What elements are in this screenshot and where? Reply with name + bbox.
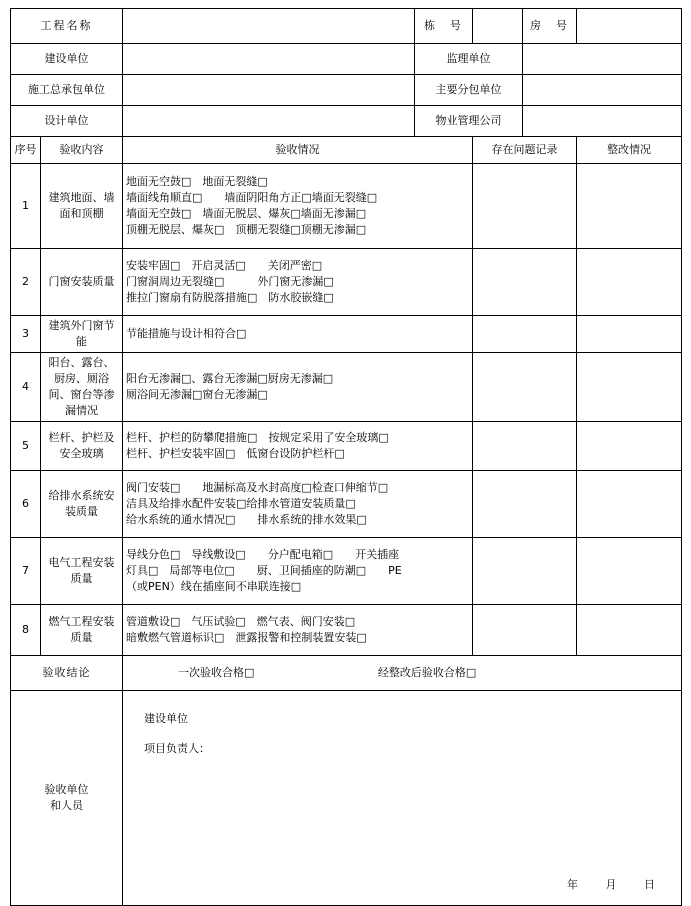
col-header-problem: 存在问题记录 [473,137,577,164]
date-day-label: 日 [644,877,657,891]
detail-line: 灯具□ 局部等电位□ 厨、卫间插座的防潮□ PE [126,563,402,577]
row-rectify-status[interactable] [577,249,682,316]
row-rectify-status[interactable] [577,352,682,421]
detail-line: 阳台无渗漏□、露台无渗漏□厨房无渗漏□ [126,371,334,385]
row-no: 4 [11,352,41,421]
signature-unit-title: 建设单位 [144,711,188,725]
acceptance-unit-label-line1: 验收单位 [44,782,89,796]
property-management-value[interactable] [523,106,682,137]
row-no: 5 [11,421,41,470]
room-no-value[interactable] [577,9,682,44]
row-problem-record[interactable] [473,604,577,655]
table-row [11,352,682,421]
row-no: 6 [11,470,41,537]
building-no-label: 栋 号 [415,9,473,44]
row-item-name: 燃气工程安装质量 [41,604,123,655]
row-no: 3 [11,316,41,353]
detail-line: 管道敷设□ 气压试验□ 燃气表、阀门安装□ [126,614,356,628]
header-row-construction-supervision [11,44,682,75]
col-header-rectify: 整改情况 [577,137,682,164]
detail-line: 门窗洞周边无裂缝□ 外门窗无渗漏□ [126,275,334,289]
col-header-status: 验收情况 [123,137,473,164]
main-subcontractor-value[interactable] [523,75,682,106]
col-header-no: 序号 [11,137,41,164]
row-detail [123,316,473,353]
header-row-design-property [11,106,682,137]
general-contractor-label: 施工总承包单位 [11,75,123,106]
acceptance-unit-label [11,690,123,905]
acceptance-unit-label-line2: 和人员 [50,798,83,812]
room-no-label: 房 号 [523,9,577,44]
detail-line: 暗敷燃气管道标识□ 泄露报警和控制装置安装□ [126,630,367,644]
design-unit-label: 设计单位 [11,106,123,137]
row-problem-record[interactable] [473,316,577,353]
main-subcontractor-label: 主要分包单位 [415,75,523,106]
construction-unit-value[interactable] [123,44,415,75]
row-item-name: 建筑外门窗节能 [41,316,123,353]
detail-line: 导线分色□ 导线敷设□ 分户配电箱□ 开关插座 [126,547,400,561]
row-problem-record[interactable] [473,164,577,249]
construction-unit-label: 建设单位 [11,44,123,75]
signature-responsible-person[interactable]: 项目负责人： [144,741,210,755]
row-item-name: 门窗安装质量 [41,249,123,316]
row-problem-record[interactable] [473,470,577,537]
signature-date-line [545,877,656,893]
table-row [11,421,682,470]
row-detail [123,604,473,655]
supervision-unit-label: 监理单位 [415,44,523,75]
table-row [11,537,682,604]
detail-line: 顶棚无脱层、爆灰□ 顶棚无裂缝□顶棚无渗漏□ [126,222,367,236]
conclusion-options [123,655,682,690]
signature-area[interactable] [123,690,682,905]
row-item-name: 给排水系统安装质量 [41,470,123,537]
table-row [11,604,682,655]
detail-line: 阀门安装□ 地漏标高及水封高度□检查口伸缩节□ [126,480,389,494]
col-header-item: 验收内容 [41,137,123,164]
project-name-label: 工程名称 [11,9,123,44]
row-detail [123,249,473,316]
row-problem-record[interactable] [473,421,577,470]
row-item-name: 栏杆、护栏及安全玻璃 [41,421,123,470]
row-detail [123,421,473,470]
design-unit-value[interactable] [123,106,415,137]
detail-line: 节能措施与设计相符合□ [126,326,247,340]
table-row [11,470,682,537]
detail-line: 墙面线角顺直□ 墙面阴阳角方正□墙面无裂缝□ [126,191,378,205]
conclusion-row [11,655,682,690]
row-rectify-status[interactable] [577,537,682,604]
project-name-value[interactable] [123,9,415,44]
header-row-project [11,9,682,44]
detail-line: 栏杆、护栏安装牢固□ 低窗台设防护栏杆□ [126,446,345,460]
detail-line: （或PEN）线在插座间不串联连接□ [126,579,302,593]
row-detail [123,470,473,537]
general-contractor-value[interactable] [123,75,415,106]
row-problem-record[interactable] [473,249,577,316]
date-year-label: 年 [567,877,580,891]
row-detail [123,537,473,604]
row-detail [123,164,473,249]
conclusion-option-pass[interactable]: 一次验收合格□ [178,665,255,679]
detail-line: 栏杆、护栏的防攀爬措施□ 按规定采用了安全玻璃□ [126,430,389,444]
header-row-contractor-subcontractor [11,75,682,106]
conclusion-label: 验收结论 [11,655,123,690]
table-row [11,164,682,249]
row-no: 7 [11,537,41,604]
row-item-name: 电气工程安装质量 [41,537,123,604]
conclusion-option-rectified-pass[interactable]: 经整改后验收合格□ [377,665,477,679]
row-detail [123,352,473,421]
detail-line: 地面无空鼓□ 地面无裂缝□ [126,175,268,189]
acceptance-form-table [10,8,682,906]
row-no: 1 [11,164,41,249]
detail-line: 推拉门窗扇有防脱落措施□ 防水胶嵌缝□ [126,290,334,304]
detail-line: 安装牢固□ 开启灵活□ 关闭严密□ [126,259,323,273]
row-rectify-status[interactable] [577,604,682,655]
row-rectify-status[interactable] [577,316,682,353]
date-month-label: 月 [605,877,618,891]
row-rectify-status[interactable] [577,421,682,470]
row-no: 2 [11,249,41,316]
supervision-unit-value[interactable] [523,44,682,75]
detail-line: 墙面无空鼓□ 墙面无脱层、爆灰□墙面无渗漏□ [126,207,367,220]
row-rectify-status[interactable] [577,470,682,537]
signature-inner [126,693,678,903]
table-row [11,249,682,316]
property-management-label: 物业管理公司 [415,106,523,137]
row-problem-record[interactable] [473,537,577,604]
row-problem-record[interactable] [473,352,577,421]
table-column-header-row [11,137,682,164]
detail-line: 厕浴间无渗漏□窗台无渗漏□ [126,387,268,401]
building-no-value[interactable] [473,9,523,44]
row-item-name: 建筑地面、墙面和顶棚 [41,164,123,249]
detail-line: 洁具及给排水配件安装□给排水管道安装质量□ [126,496,356,510]
table-row [11,316,682,353]
signature-row [11,690,682,905]
row-item-name: 阳台、露台、厨房、厕浴间、窗台等渗漏情况 [41,352,123,421]
row-no: 8 [11,604,41,655]
row-rectify-status[interactable] [577,164,682,249]
detail-line: 给水系统的通水情况□ 排水系统的排水效果□ [126,512,367,526]
